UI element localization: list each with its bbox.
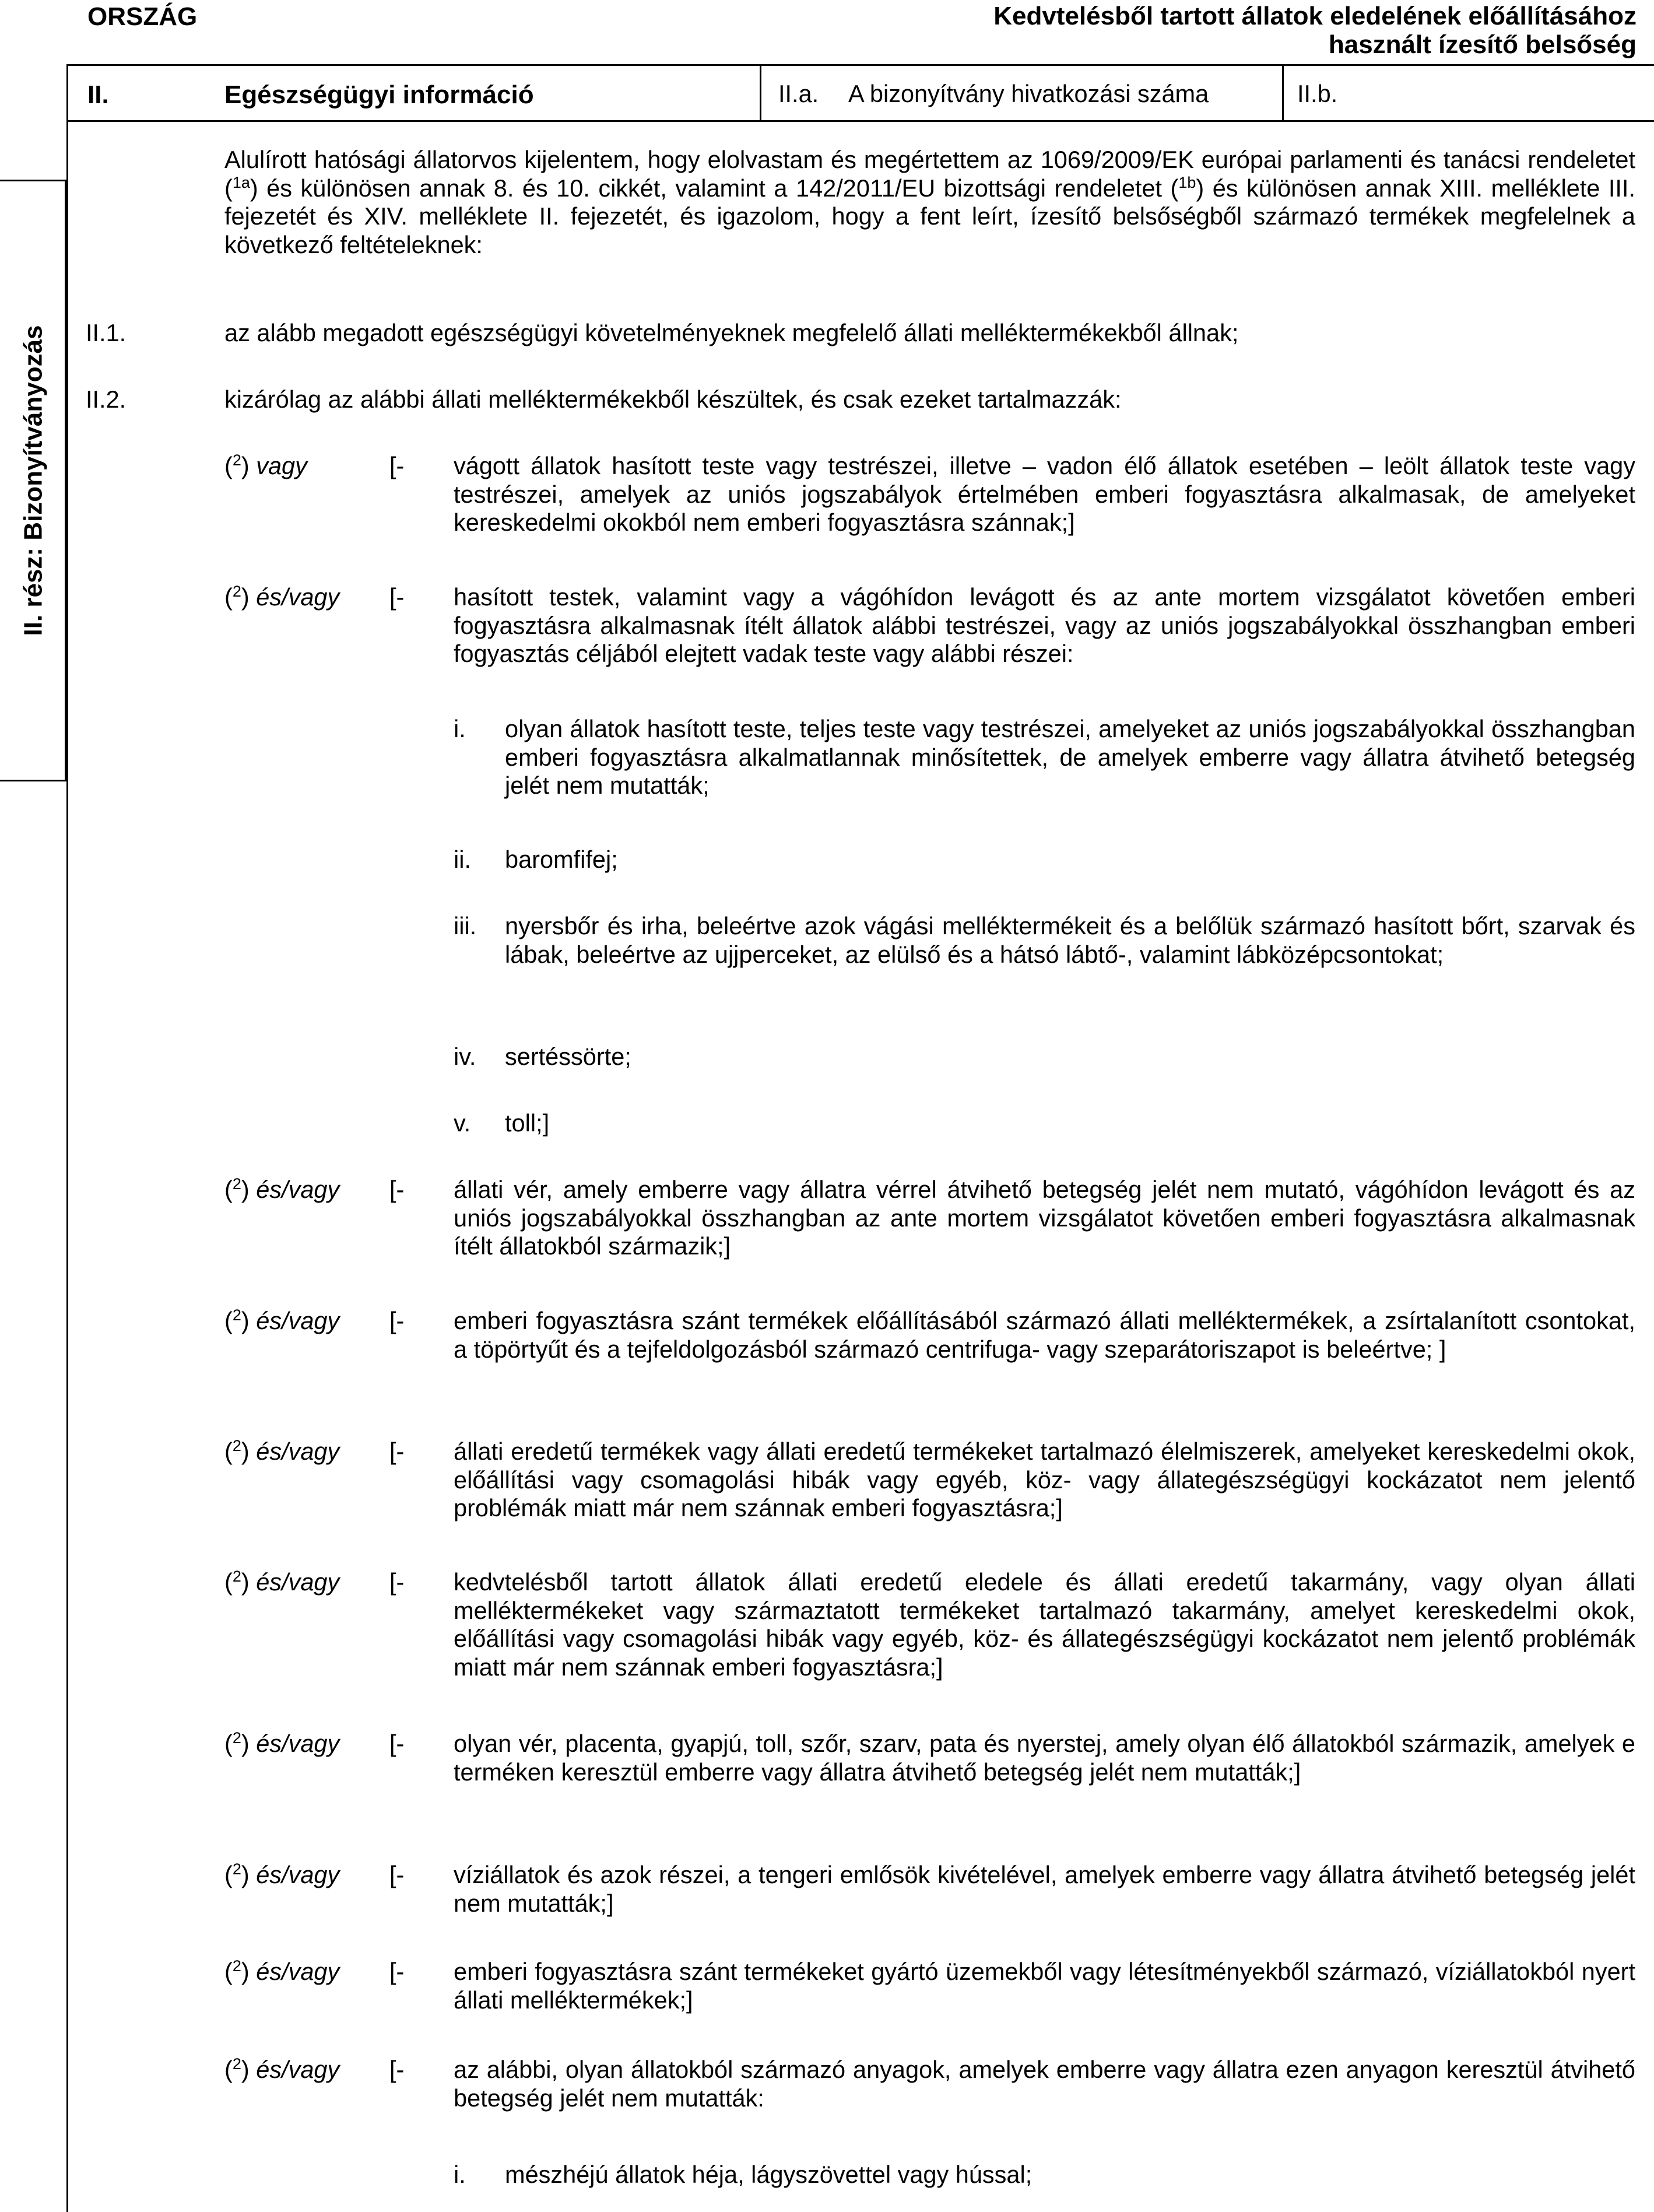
ref-cell-left-border <box>760 64 761 122</box>
intro-text-1: Alulírott hatósági állatorvos kijelentem, hogy elolvastam és megértettem az 1069/2009/EK európai parlamenti és tanácsi rendeletet ( <box>224 146 1635 202</box>
table-left-border <box>66 64 68 2212</box>
section-text: kizárólag az alábbi állati melléktermékekből készültek, és csak ezeket tartalmazzák: <box>224 385 1122 413</box>
reference-code-b: II.b. <box>1297 80 1338 107</box>
entry-option-marker: ($^2$) és/vagy <box>224 1306 340 1334</box>
entry-bracket: [- <box>389 1568 405 1596</box>
entry-option-marker: ($^2$) és/vagy <box>224 1568 340 1596</box>
sub-item-text: olyan állatok hasított teste, teljes teste vagy testrészei, amelyeket az uniós jogszabályokkal összhangban emberi fogyasztásra alkalmatlannak minősítettek, de amelyek emberre vagy állatra átvihető betegség jelét nem mutatták; <box>505 715 1635 800</box>
table-top-border <box>66 64 1654 66</box>
part-number: II. <box>87 80 109 109</box>
sub-item-text: toll;] <box>505 1109 550 1137</box>
entry-option-marker: ($^2$) és/vagy <box>224 1437 340 1465</box>
ref-cell-right-border <box>1282 64 1284 122</box>
footnote-1b: 1b <box>1178 173 1196 191</box>
entry-bracket: [- <box>389 583 405 611</box>
entry-option-marker: ($^2$) és/vagy <box>224 1957 340 1985</box>
entry-option-marker: ($^2$) és/vagy <box>224 1729 340 1757</box>
entry-text: kedvtelésből tartott állatok állati eredetű eledele és állati eredetű takarmány, vagy olyan állati melléktermékeket vagy származtatott termékeket tartalmazó takarmány, amelyet kereskedelmi okok, előállítási vagy csomagolási hibák vagy egyéb, köz- és állategészségügyi kockázatot nem jelentő problémák miatt már nem szánnak emberi fogyasztásra;] <box>454 1568 1635 1681</box>
section-number: II.1. <box>86 319 127 346</box>
reference-code-a: II.a. <box>778 80 819 107</box>
entry-bracket: [- <box>389 2056 405 2083</box>
entry-bracket: [- <box>389 1438 405 1465</box>
entry-text: az alábbi, olyan állatokból származó anyagok, amelyek emberre vagy állatra ezen anyagon keresztül átvihető betegség jelét nem mutatták: <box>454 2056 1635 2112</box>
country-label: ORSZÁG <box>87 2 198 31</box>
entry-text: hasított testek, valamint vagy a vágóhídon levágott és az ante mortem vizsgálatot követően emberi fogyasztásra alkalmasnak ítélt állatok alábbi testrészei, vagy az uniós jogszabályokkal összhangban emberi fogyasztás céljából elejtett vadak teste vagy alábbi részei: <box>454 583 1635 668</box>
entry-bracket: [- <box>389 1307 405 1334</box>
entry-bracket: [- <box>389 1861 405 1888</box>
document-title <box>704 2 1637 59</box>
sub-item-text: mészhéjú állatok héja, lágyszövettel vagy hússal; <box>505 2161 1033 2188</box>
entry-bracket: [- <box>389 1730 405 1757</box>
entry-option-marker: ($^2$) és/vagy <box>224 1175 340 1203</box>
entry-bracket: [- <box>389 1958 405 1985</box>
document-title-line-2: használt ízesítő belsőség <box>1328 30 1637 59</box>
sub-item-number: i. <box>454 715 466 742</box>
entry-option-marker: ($^2$) és/vagy <box>224 2055 340 2083</box>
section-text: az alább megadott egészségügyi követelményeknek megfelelő állati melléktermékekből állnak; <box>224 319 1239 346</box>
sub-item-number: ii. <box>454 846 471 873</box>
entry-text: állati eredetű termékek vagy állati eredetű termékeket tartalmazó élelmiszerek, amelyeket kereskedelmi okok, előállítási vagy csomagolási hibák vagy egyéb, köz- vagy állategészségügyi kockázatot nem jelentő problémák miatt már nem szánnak emberi fogyasztásra;] <box>454 1438 1635 1522</box>
entry-text: vágott állatok hasított teste vagy testrészei, illetve – vadon élő állatok esetében – leölt állatok teste vagy testrészei, amelyek az uniós jogszabályok értelmében emberi fogyasztásra alkalmasak, de amelyeket kereskedelmi okokból nem emberi fogyasztásra szánnak;] <box>454 452 1635 537</box>
entry-bracket: [- <box>389 1176 405 1203</box>
table-header-bottom-border <box>66 120 1654 122</box>
entry-option-marker: ($^2$) és/vagy <box>224 1860 340 1888</box>
side-tab-label: II. rész: Bizonyítványozás <box>19 325 48 636</box>
sub-item-text: nyersbőr és irha, beleértve azok vágási melléktermékeit és a belőlük származó hasított bőrt, szarvak és lábak, beleértve az ujjperceket, az elülső és a hátsó lábtő-, valamint lábközépcsontokat; <box>505 912 1635 968</box>
reference-number-label: A bizonyítvány hivatkozási száma <box>848 80 1209 107</box>
footnote-1a: 1a <box>232 173 250 191</box>
intro-text-3: ) és különösen annak XIII. melléklete III. fejezetét és XIV. melléklete II. fejezetét, és igazolom, hogy a fent leírt, ízesítő belsőségből származó termékek megfelelnek a következő feltételeknek: <box>224 174 1635 258</box>
sub-item-number: iii. <box>454 912 477 940</box>
entry-option-marker: ($^2$) vagy <box>224 451 307 479</box>
section-number: II.2. <box>86 385 127 413</box>
sub-item-number: iv. <box>454 1043 476 1070</box>
sub-item-text: baromfifej; <box>505 846 618 873</box>
entry-text: víziállatok és azok részei, a tengeri emlősök kivételével, amelyek emberre vagy állatra átvihető betegség jelét nem mutatták;] <box>454 1861 1635 1917</box>
entry-bracket: [- <box>389 452 405 479</box>
entry-text: emberi fogyasztásra szánt termékek előállításából származó állati melléktermékek, a zsírtalanított csontokat, a töpörtyűt és a tejfeldolgozásból származó centrifuga- vagy szeparátoriszapot is beleértve; ] <box>454 1307 1635 1363</box>
part-title: Egészségügyi információ <box>224 80 534 109</box>
entry-text: állati vér, amely emberre vagy állatra vérrel átvihető betegség jelét nem mutató, vágóhídon levágott és az uniós jogszabályokkal összhangban az ante mortem vizsgálatot követően emberi fogyasztásra alkalmasnak ítélt állatokból származik;] <box>454 1176 1635 1260</box>
entry-text: olyan vér, placenta, gyapjú, toll, szőr, szarv, pata és nyerstej, amely olyan élő állatokból származik, amelyek e terméken keresztül emberre vagy állatra átvihető betegség jelét nem mutatták;] <box>454 1730 1635 1786</box>
sub-item-number: v. <box>454 1109 471 1137</box>
sub-item-text: sertéssörte; <box>505 1043 631 1070</box>
document-title-line-1: Kedvtelésből tartott állatok eledelének előállításához <box>993 2 1637 30</box>
sub-item-number: i. <box>454 2161 466 2188</box>
entry-text: emberi fogyasztásra szánt termékeket gyártó üzemekből vagy létesítményekből származó, víziállatokból nyert állati melléktermékek;] <box>454 1958 1635 2014</box>
entry-option-marker: ($^2$) és/vagy <box>224 583 340 611</box>
intro-text-2: ) és különösen annak 8. és 10. cikkét, valamint a 142/2011/EU bizottsági rendeletet ( <box>250 174 1179 202</box>
intro-paragraph <box>224 146 1635 259</box>
